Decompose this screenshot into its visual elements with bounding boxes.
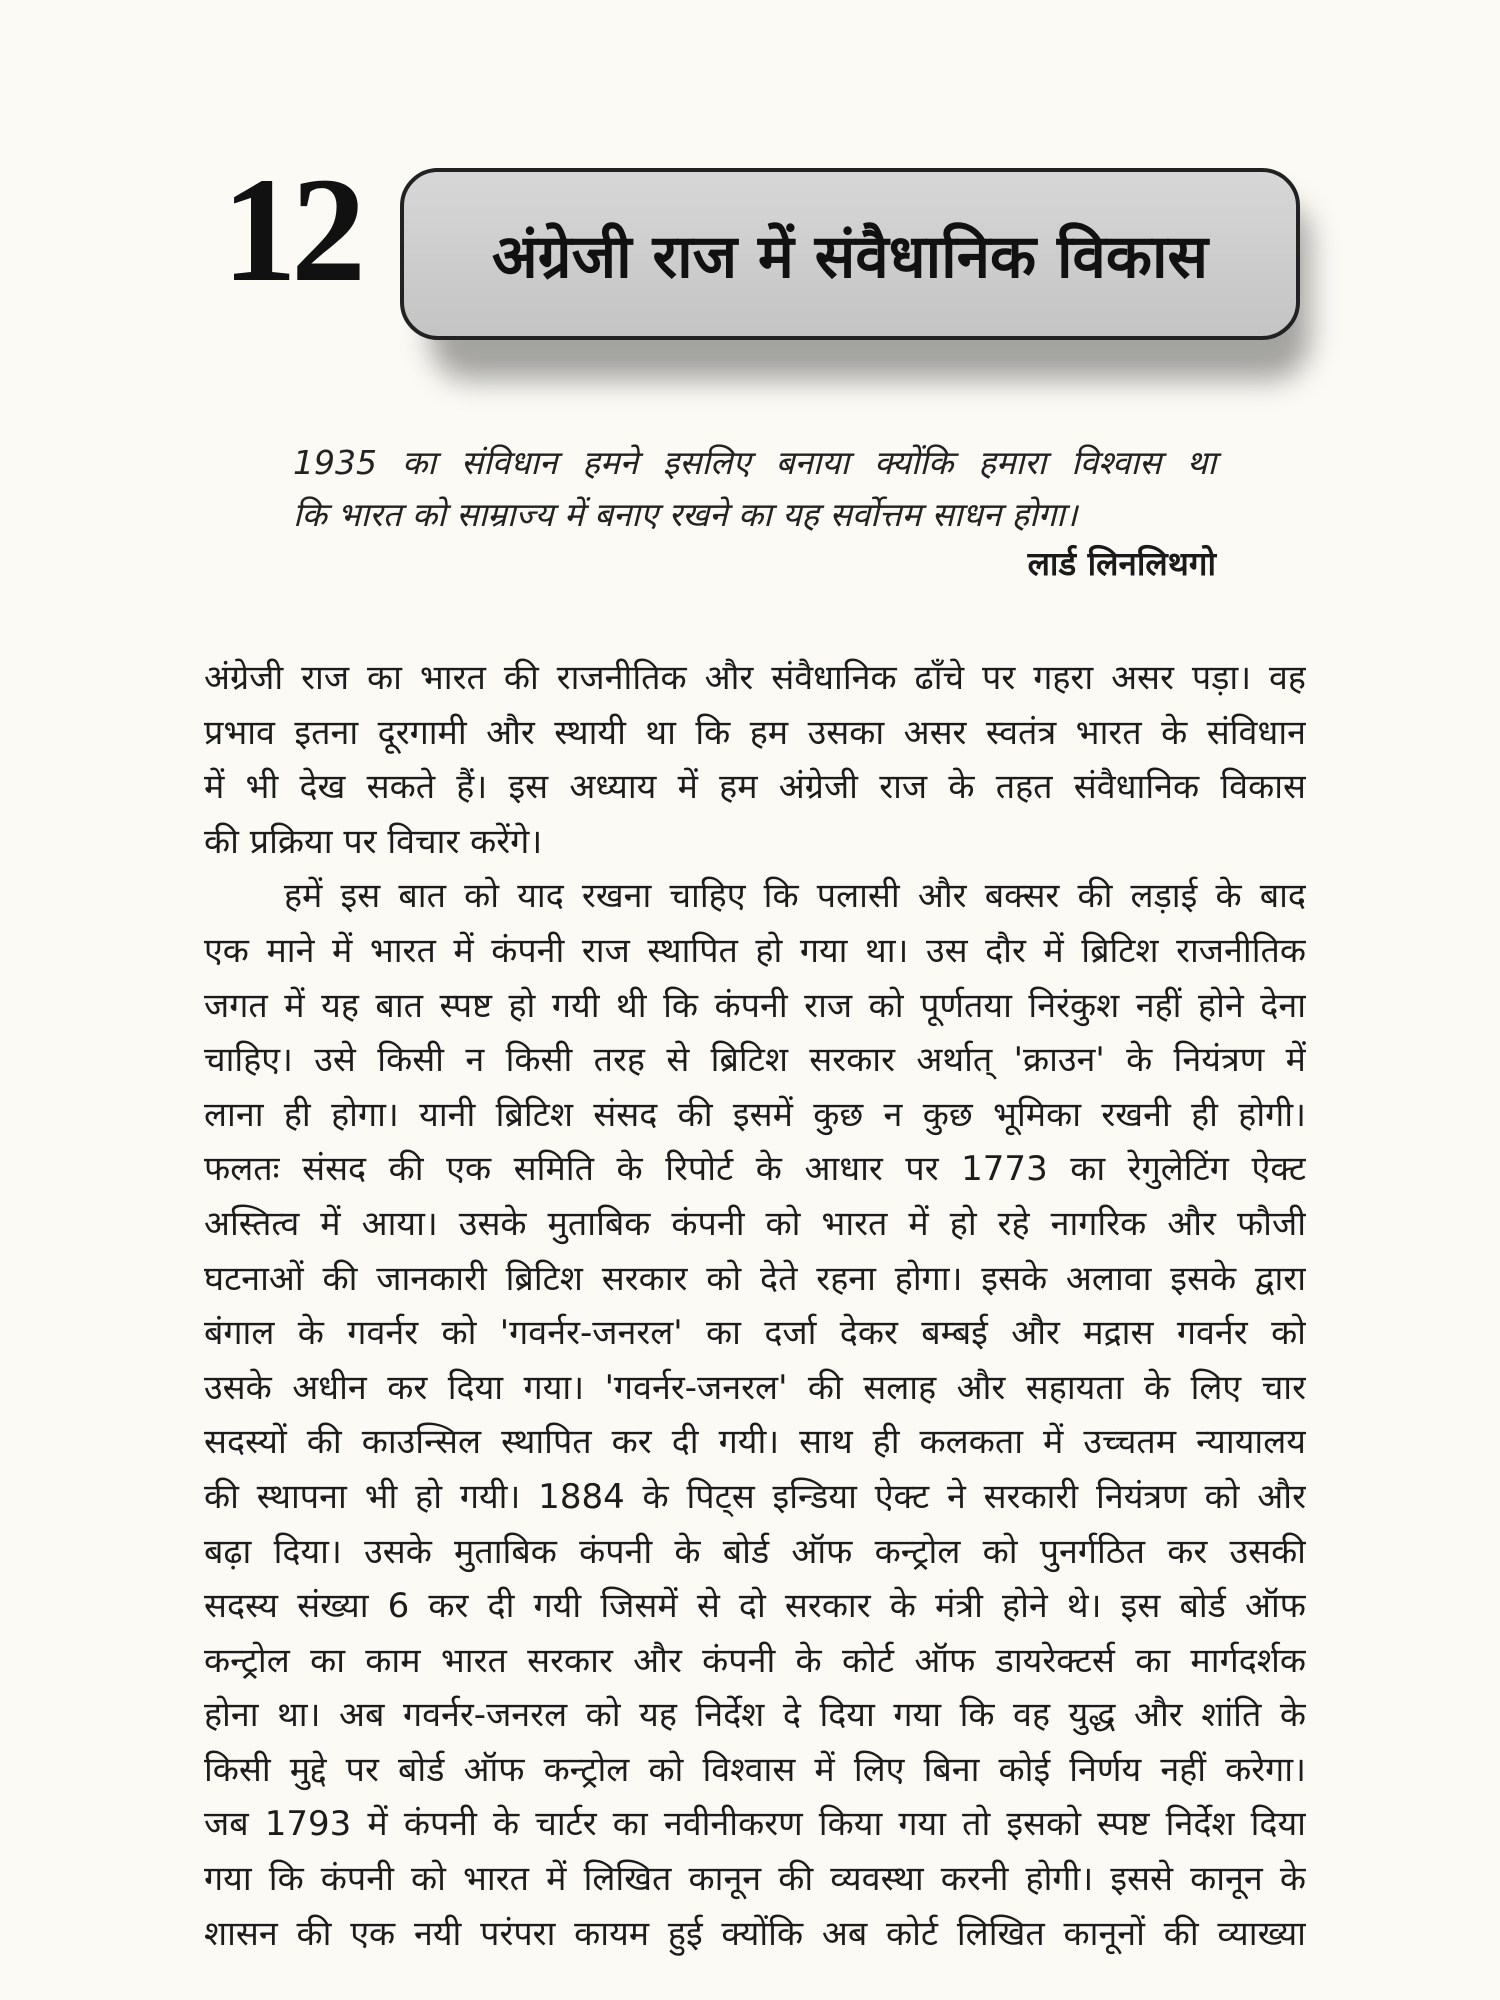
body-line: अंग्रेजी राज का भारत की राजनीतिक और संवैधानिक ढाँचे पर गहरा असर पड़ा। वह xyxy=(204,658,1306,698)
body-line: बढ़ा दिया। उसके मुताबिक कंपनी के बोर्ड ऑफ कन्ट्रोल को पुनर्गठित कर उसकी xyxy=(204,1531,1306,1572)
body-line: गया कि कंपनी को भारत में लिखित कानून की व्यवस्था करनी होगी। इससे कानून के xyxy=(204,1859,1306,1900)
body-line: जब 1793 में कंपनी के चार्टर का नवीनीकरण किया गया तो इसको स्पष्ट निर्देश दिया xyxy=(204,1804,1306,1845)
epigraph-line: 1935 का संविधान हमने इसलिए बनाया क्योंकि हमारा विश्वास था xyxy=(293,443,1216,482)
body-line: की प्रक्रिया पर विचार करेंगे। xyxy=(204,821,543,862)
body-line: हमें इस बात को याद रखना चाहिए कि पलासी और बक्सर की लड़ाई के बाद xyxy=(284,876,1306,917)
body-line: उसके अधीन कर दिया गया। 'गवर्नर-जनरल' की सलाह और सहायता के लिए चार xyxy=(204,1367,1306,1408)
body-line: बंगाल के गवर्नर को 'गवर्नर-जनरल' का दर्जा देकर बम्बई और मद्रास गवर्नर को xyxy=(204,1313,1306,1354)
epigraph-line: कि भारत को साम्राज्य में बनाए रखने का यह सर्वोत्तम साधन होगा। xyxy=(293,495,1078,534)
body-line: होना था। अब गवर्नर-जनरल को यह निर्देश दे दिया गया कि वह युद्ध और शांति के xyxy=(204,1695,1306,1736)
body-line: की स्थापना भी हो गयी। 1884 के पिट्स इन्डिया ऐक्ट ने सरकारी नियंत्रण को और xyxy=(204,1476,1306,1517)
body-line: कन्ट्रोल का काम भारत सरकार और कंपनी के कोर्ट ऑफ डायरेक्टर्स का मार्गदर्शक xyxy=(204,1640,1306,1681)
epigraph-quote xyxy=(293,437,1216,541)
body-line: सदस्य संख्या 6 कर दी गयी जिसमें से दो सरकार के मंत्री होने थे। इस बोर्ड ऑफ xyxy=(204,1586,1306,1627)
body-line: जगत में यह बात स्पष्ट हो गयी थी कि कंपनी राज को पूर्णतया निरंकुश नहीं होने देना xyxy=(204,985,1306,1026)
body-line: सदस्यों की काउन्सिल स्थापित कर दी गयी। साथ ही कलकता में उच्चतम न्यायालय xyxy=(204,1422,1306,1463)
body-line: शासन की एक नयी परंपरा कायम हुई क्योंकि अब कोर्ट लिखित कानूनों की व्याख्या xyxy=(204,1913,1306,1954)
body-line: किसी मुद्दे पर बोर्ड ऑफ कन्ट्रोल को विश्वास में लिए बिना कोई निर्णय नहीं करेगा। xyxy=(204,1749,1306,1790)
body-line: में भी देख सकते हैं। इस अध्याय में हम अंग्रेजी राज के तहत संवैधानिक विकास xyxy=(204,767,1306,808)
body-line: प्रभाव इतना दूरगामी और स्थायी था कि हम उसका असर स्वतंत्र भारत के संविधान xyxy=(204,712,1306,753)
chapter-title: अंग्रेजी राज में संवैधानिक विकास xyxy=(491,222,1209,292)
body-line: लाना ही होगा। यानी ब्रिटिश संसद की इसमें कुछ न कुछ भूमिका रखनी ही होगी। xyxy=(204,1094,1306,1135)
body-line: अस्तित्व में आया। उसके मुताबिक कंपनी को भारत में हो रहे नागरिक और फौजी xyxy=(204,1203,1306,1244)
body-text xyxy=(204,651,1306,1961)
body-line: घटनाओं की जानकारी ब्रिटिश सरकार को देते रहना होगा। इसके अलावा इसके द्वारा xyxy=(204,1258,1306,1299)
body-line: चाहिए। उसे किसी न किसी तरह से ब्रिटिश सरकार अर्थात् 'क्राउन' के नियंत्रण में xyxy=(204,1040,1306,1081)
body-line: फलतः संसद की एक समिति के रिपोर्ट के आधार पर 1773 का रेगुलेटिंग ऐक्ट xyxy=(204,1149,1306,1190)
epigraph-attribution: लार्ड लिनलिथगो xyxy=(1027,544,1216,583)
body-line: एक माने में भारत में कंपनी राज स्थापित हो गया था। उस दौर में ब्रिटिश राजनीतिक xyxy=(204,930,1306,971)
chapter-number: 12 xyxy=(222,147,360,313)
chapter-title-box xyxy=(400,168,1300,340)
